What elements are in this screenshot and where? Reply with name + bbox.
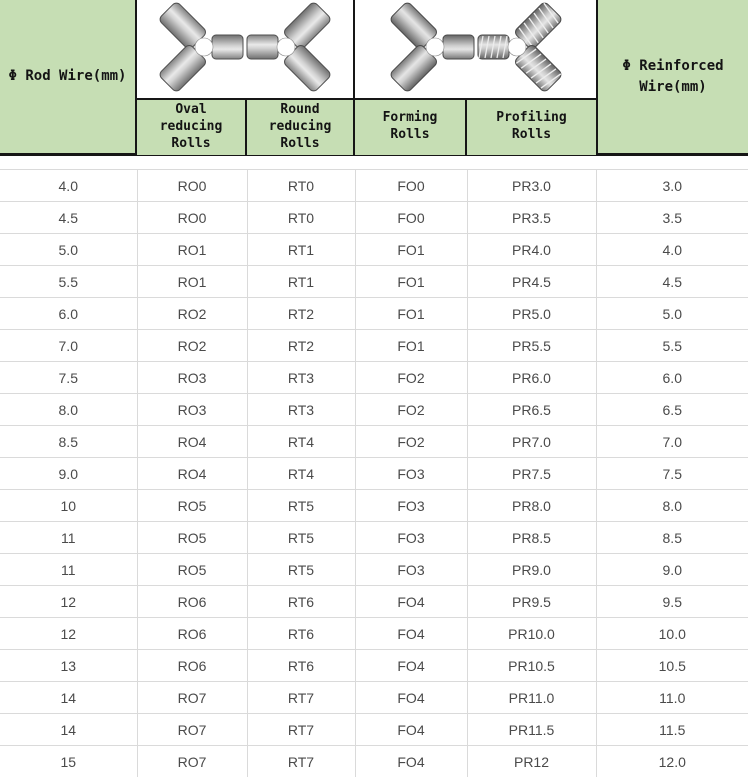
column-header-round-reducing-rolls: Round reducing Rolls bbox=[247, 100, 355, 155]
table-cell: RT2 bbox=[247, 298, 355, 330]
table-cell: RO0 bbox=[137, 202, 247, 234]
column-header-profiling-rolls: Profiling Rolls bbox=[467, 100, 596, 155]
table-cell: FO3 bbox=[355, 522, 467, 554]
table-cell: RT1 bbox=[247, 266, 355, 298]
table-cell: PR5.0 bbox=[467, 298, 596, 330]
table-cell: RT6 bbox=[247, 586, 355, 618]
table-cell: RO3 bbox=[137, 394, 247, 426]
table-cell: 6.0 bbox=[596, 362, 748, 394]
table-row bbox=[0, 234, 748, 266]
table-row bbox=[0, 202, 748, 234]
table-row bbox=[0, 714, 748, 746]
table-cell: RT6 bbox=[247, 618, 355, 650]
table-cell: 4.0 bbox=[0, 170, 137, 202]
table-cell: 5.5 bbox=[0, 266, 137, 298]
table-cell: RO2 bbox=[137, 298, 247, 330]
table-cell: RO7 bbox=[137, 714, 247, 746]
table-cell: 8.0 bbox=[596, 490, 748, 522]
table-cell: PR7.0 bbox=[467, 426, 596, 458]
table-cell: RO7 bbox=[137, 746, 247, 778]
table-cell: RO5 bbox=[137, 554, 247, 586]
table-cell: 7.0 bbox=[0, 330, 137, 362]
table-cell: RT4 bbox=[247, 458, 355, 490]
header-rod-wire bbox=[0, 0, 137, 153]
table-cell: PR7.5 bbox=[467, 458, 596, 490]
table-cell: 11 bbox=[0, 554, 137, 586]
table-cell: 4.5 bbox=[596, 266, 748, 298]
table-cell: 15 bbox=[0, 746, 137, 778]
table-row bbox=[0, 426, 748, 458]
table-row bbox=[0, 682, 748, 714]
table-row bbox=[0, 650, 748, 682]
table-row bbox=[0, 746, 748, 778]
table-cell: 3.5 bbox=[596, 202, 748, 234]
table-cell: FO4 bbox=[355, 650, 467, 682]
roll-images-row bbox=[137, 0, 596, 100]
table-cell: RT3 bbox=[247, 394, 355, 426]
table-cell: 7.5 bbox=[596, 458, 748, 490]
table-cell: FO3 bbox=[355, 554, 467, 586]
table-cell: RT5 bbox=[247, 490, 355, 522]
table-cell: 10.0 bbox=[596, 618, 748, 650]
table-cell: RT6 bbox=[247, 650, 355, 682]
table-cell: PR3.0 bbox=[467, 170, 596, 202]
table-cell: RT4 bbox=[247, 426, 355, 458]
spec-table-body bbox=[0, 170, 748, 778]
table-cell: FO0 bbox=[355, 202, 467, 234]
table-cell: RT7 bbox=[247, 714, 355, 746]
table-cell: PR12 bbox=[467, 746, 596, 778]
table-cell: RO2 bbox=[137, 330, 247, 362]
column-header-forming-rolls: Forming Rolls bbox=[355, 100, 467, 155]
table-cell: PR3.5 bbox=[467, 202, 596, 234]
table-cell: PR4.5 bbox=[467, 266, 596, 298]
table-cell: 11.0 bbox=[596, 682, 748, 714]
table-cell: RO6 bbox=[137, 650, 247, 682]
table-row bbox=[0, 586, 748, 618]
table-cell: 5.0 bbox=[0, 234, 137, 266]
table-cell: 3.0 bbox=[596, 170, 748, 202]
table-cell: RO5 bbox=[137, 490, 247, 522]
table-cell: 14 bbox=[0, 714, 137, 746]
table-cell: FO1 bbox=[355, 330, 467, 362]
table-cell: FO4 bbox=[355, 682, 467, 714]
table-cell: 4.5 bbox=[0, 202, 137, 234]
table-cell: 11 bbox=[0, 522, 137, 554]
roll-column-headers bbox=[137, 100, 596, 155]
table-cell: RO5 bbox=[137, 522, 247, 554]
reducing-rolls-image bbox=[137, 0, 355, 98]
table-row bbox=[0, 170, 748, 202]
table-cell: RT1 bbox=[247, 234, 355, 266]
table-row bbox=[0, 554, 748, 586]
table-cell: 5.0 bbox=[596, 298, 748, 330]
table-row bbox=[0, 298, 748, 330]
table-cell: RT7 bbox=[247, 746, 355, 778]
table-cell: 8.5 bbox=[0, 426, 137, 458]
table-row bbox=[0, 394, 748, 426]
reinforced-wire-label: Φ Reinforced Wire(mm) bbox=[622, 58, 724, 95]
table-cell: 14 bbox=[0, 682, 137, 714]
table-cell: FO3 bbox=[355, 490, 467, 522]
table-cell: RO3 bbox=[137, 362, 247, 394]
table-cell: 9.0 bbox=[596, 554, 748, 586]
table-cell: RT7 bbox=[247, 682, 355, 714]
table-cell: RT2 bbox=[247, 330, 355, 362]
table-cell: FO4 bbox=[355, 586, 467, 618]
table-cell: 4.0 bbox=[596, 234, 748, 266]
table-cell: 6.5 bbox=[596, 394, 748, 426]
table-cell: PR6.5 bbox=[467, 394, 596, 426]
table-cell: FO4 bbox=[355, 618, 467, 650]
table-cell: FO1 bbox=[355, 266, 467, 298]
table-cell: FO1 bbox=[355, 298, 467, 330]
table-cell: RO7 bbox=[137, 682, 247, 714]
table-cell: PR10.5 bbox=[467, 650, 596, 682]
table-cell: RT5 bbox=[247, 522, 355, 554]
table-cell: RO6 bbox=[137, 586, 247, 618]
table-cell: RO6 bbox=[137, 618, 247, 650]
table-cell: 12 bbox=[0, 586, 137, 618]
table-cell: 6.0 bbox=[0, 298, 137, 330]
table-cell: RO4 bbox=[137, 458, 247, 490]
table-cell: 12 bbox=[0, 618, 137, 650]
forming-profiling-rolls-image bbox=[355, 0, 596, 98]
table-cell: FO0 bbox=[355, 170, 467, 202]
table-cell: 8.5 bbox=[596, 522, 748, 554]
table-cell: 7.5 bbox=[0, 362, 137, 394]
table-cell: FO2 bbox=[355, 362, 467, 394]
table-row bbox=[0, 522, 748, 554]
reducing-rolls-icon bbox=[137, 1, 353, 97]
table-cell: 10 bbox=[0, 490, 137, 522]
table-cell: 7.0 bbox=[596, 426, 748, 458]
table-cell: 5.5 bbox=[596, 330, 748, 362]
header-reinforced-wire bbox=[596, 0, 748, 153]
table-cell: RO1 bbox=[137, 266, 247, 298]
table-cell: PR6.0 bbox=[467, 362, 596, 394]
rod-wire-label: Φ Rod Wire(mm) bbox=[8, 68, 127, 85]
table-row bbox=[0, 266, 748, 298]
column-header-oval-reducing-rolls: Oval reducing Rolls bbox=[137, 100, 247, 155]
table-cell: PR5.5 bbox=[467, 330, 596, 362]
table-cell: PR8.5 bbox=[467, 522, 596, 554]
forming-profiling-rolls-icon bbox=[356, 1, 595, 97]
table-cell: FO1 bbox=[355, 234, 467, 266]
table-cell: PR11.5 bbox=[467, 714, 596, 746]
table-row bbox=[0, 458, 748, 490]
table-cell: RO1 bbox=[137, 234, 247, 266]
table-cell: FO2 bbox=[355, 426, 467, 458]
spec-table bbox=[0, 169, 748, 777]
table-cell: PR10.0 bbox=[467, 618, 596, 650]
table-cell: FO4 bbox=[355, 746, 467, 778]
table-row bbox=[0, 490, 748, 522]
table-cell: 8.0 bbox=[0, 394, 137, 426]
table-cell: PR8.0 bbox=[467, 490, 596, 522]
table-cell: RT0 bbox=[247, 202, 355, 234]
table-cell: 9.0 bbox=[0, 458, 137, 490]
header-middle bbox=[137, 0, 596, 153]
table-header bbox=[0, 0, 748, 156]
table-cell: RO0 bbox=[137, 170, 247, 202]
table-cell: PR9.0 bbox=[467, 554, 596, 586]
table-cell: FO4 bbox=[355, 714, 467, 746]
table-cell: 12.0 bbox=[596, 746, 748, 778]
table-cell: PR9.5 bbox=[467, 586, 596, 618]
table-cell: RT0 bbox=[247, 170, 355, 202]
table-cell: FO3 bbox=[355, 458, 467, 490]
table-cell: FO2 bbox=[355, 394, 467, 426]
table-cell: RT3 bbox=[247, 362, 355, 394]
table-row bbox=[0, 618, 748, 650]
table-cell: 9.5 bbox=[596, 586, 748, 618]
table-cell: 11.5 bbox=[596, 714, 748, 746]
table-row bbox=[0, 362, 748, 394]
table-cell: 13 bbox=[0, 650, 137, 682]
table-row bbox=[0, 330, 748, 362]
table-cell: RT5 bbox=[247, 554, 355, 586]
table-cell: PR4.0 bbox=[467, 234, 596, 266]
table-cell: 10.5 bbox=[596, 650, 748, 682]
table-cell: RO4 bbox=[137, 426, 247, 458]
table-cell: PR11.0 bbox=[467, 682, 596, 714]
